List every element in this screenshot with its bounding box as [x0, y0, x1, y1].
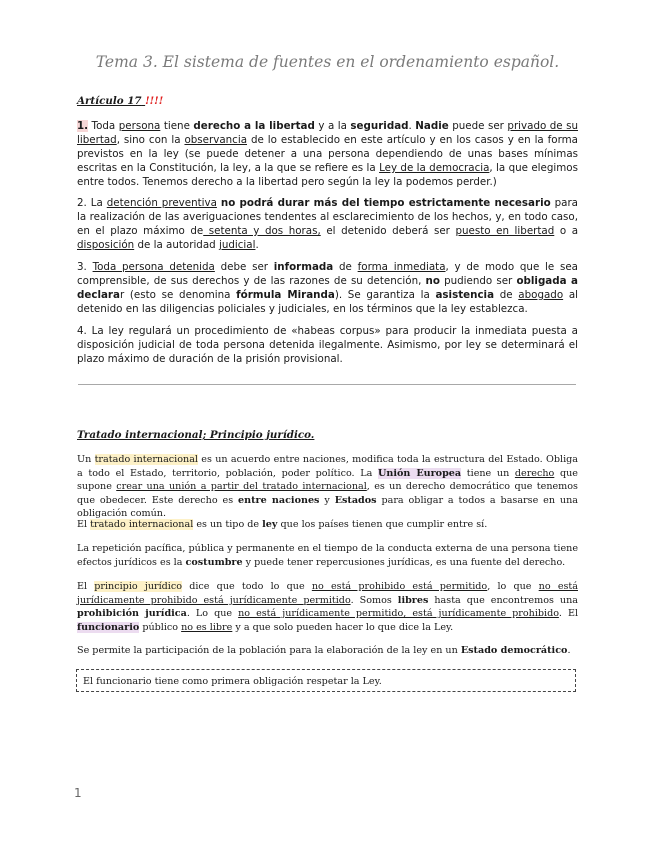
articulo-paragraph-3: 3. Toda persona detenida debe ser informada de forma inmediata, y de modo que le sea comprensible, de sus derechos y de las razones de su detención, no pudiendo ser obligada a declarar (esto se denomina fórmula Miranda). Se garantiza la asistencia de abogado al detenido en las diligencias policiales y judiciales, en los términos que la ley establezca. [77, 261, 578, 315]
page-title: Tema 3. El sistema de fuentes en el ordenamiento español. [95, 53, 560, 71]
tratado-paragraph-5: Se permite la participación de la población para la elaboración de la ley en un Estado democrático. [77, 645, 571, 656]
page-number: 1 [74, 786, 82, 800]
tratado-heading: Tratado internacional; Principio jurídico. [77, 429, 315, 441]
articulo-paragraph-4: 4. La ley regulará un procedimiento de «habeas corpus» para producir la inmediata puesta a disposición judicial de toda persona detenida ilegalmente. Asimismo, por ley se determinará el plazo máximo de duración de la prisión provisional. [77, 325, 578, 365]
articulo-heading-text: Artículo 17 [77, 95, 142, 107]
articulo-paragraph-2: 2. La detención preventiva no podrá durar más del tiempo estrictamente necesario para la realización de las averiguaciones tendentes al esclarecimiento de los hechos, y, en todo caso, en el plazo máximo de setenta y dos horas, el detenido deberá ser puesto en libertad o a disposición de la autoridad judicial. [77, 197, 579, 251]
tratado-paragraph-4: El principio jurídico dice que todo lo que no está prohibido está permitido, lo que no está jurídicamente prohibido está jurídicamente permitido. Somos libres hasta que encontremos una prohibición jurídica. Lo que no está jurídicamente permitido, está jurídicamente prohibido. El funcionario público no es libre y a que solo pueden hacer lo que dice la Ley. [77, 581, 579, 633]
tratado-paragraph-1: Un tratado internacional es un acuerdo entre naciones, modifica toda la estructura del Estado. Obliga a todo el Estado, territorio, población, poder político. La Unión Europea tiene un derecho que supone crear una unión a partir del tratado internacional, es un derecho democrático que tenemos que obedecer. Este derecho es entre naciones y Estados para obligar a todos a basarse en una obligación común. [77, 454, 578, 520]
articulo-paragraph-1: 1. Toda persona tiene derecho a la libertad y a la seguridad. Nadie puede ser privado de su libertad, sino con la observancia de lo establecido en este artículo y en los casos y en la forma previstos en la ley (se puede detener a una persona dependiendo de unas bases mínimas escritas en la Constitución, la ley, a la que se refiere es la Ley de la democracia, la que elegimos entre todos. Tenemos derecho a la libertad pero según la ley la podemos perder.) [77, 120, 579, 188]
boxed-note: El funcionario tiene como primera obligación respetar la Ley. [76, 669, 576, 692]
tratado-paragraph-3: La repetición pacífica, pública y permanente en el tiempo de la conducta externa de una persona tiene efectos jurídicos es la costumbre y puede tener repercusiones jurídicas, es una fuente del derecho. [77, 543, 578, 568]
section-divider [78, 384, 576, 385]
tratado-paragraph-2: El tratado internacional es un tipo de ley que los países tienen que cumplir entre sí. [77, 519, 488, 530]
articulo-heading [77, 95, 163, 107]
exclamation-marks: !!!! [145, 95, 164, 107]
